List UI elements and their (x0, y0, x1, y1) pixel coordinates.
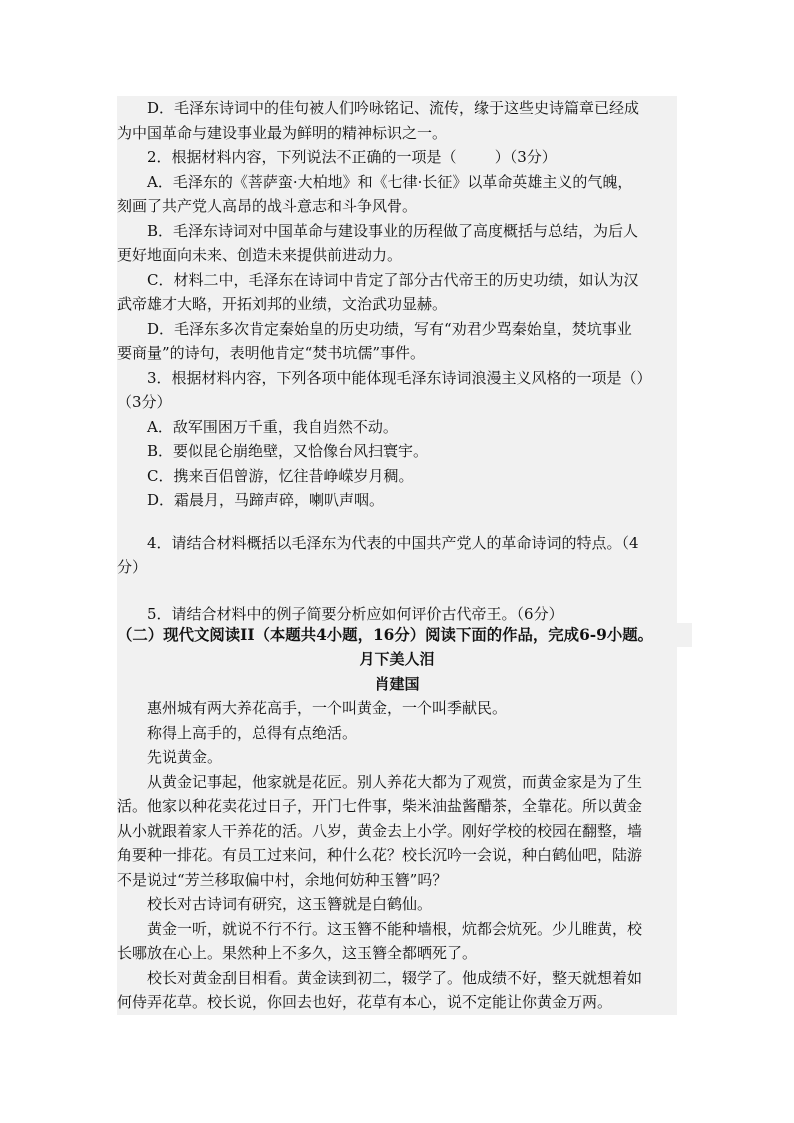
q1-option-d-line1: D．毛泽东诗词中的佳句被人们吟咏铭记、流传，缘于这些史诗篇章已经成 (147, 99, 640, 117)
paragraph: 黄金一听，就说不行不行。这玉簪不能种墙根，炕都会炕死。少儿睢黄，校 (147, 919, 643, 938)
paragraph: 从黄金记事起，他家就是花匠。别人养花大都为了观赏，而黄金家是为了生 (147, 772, 643, 791)
paragraph: 校长对黄金刮目相看。黄金读到初二，辍学了。他成绩不好，整天就想着如 (147, 968, 643, 987)
q1-option-d-line2: 为中国革命与建设事业最为鲜明的精神标识之一。 (117, 123, 448, 142)
q2-option-d-line1: D．毛泽东多次肯定秦始皇的历史功绩，写有“劝君少骂秦始皇，焚坑事业 (147, 319, 632, 338)
paragraph-line: 从小就跟着家人干养花的活。八岁，黄金去上小学。刚好学校的校园在翻整，墙 (117, 821, 643, 840)
paragraph: 称得上高手的，总得有点绝活。 (147, 723, 358, 742)
q3-stem-line1: 3．根据材料内容，下列各项中能体现毛泽东诗词浪漫主义风格的一项是（） (147, 368, 652, 387)
paragraph: 先说黄金。 (147, 748, 223, 766)
question-section (117, 96, 677, 626)
paragraph-line: 角要种一排花。有员工过来问，种什么花？校长沉吟一会说，种白鹤仙吧，陆游 (117, 846, 643, 864)
section-heading: （二）现代文阅读II（本题共4小题，16分）阅读下面的作品，完成6-9小题。 (117, 623, 692, 647)
q3-option-c: C．携来百侣曾游，忆往昔峥嵘岁月稠。 (147, 466, 414, 485)
paragraph: 惠州城有两大养花高手，一个叫黄金，一个叫季献民。 (147, 699, 508, 717)
q2-option-c-line1: C．材料二中，毛泽东在诗词中肯定了部分古代帝王的历史功绩，如认为汉 (147, 270, 639, 289)
q2-option-c-line2: 武帝雄才大略，开拓刘邦的业绩，文治武功显赫。 (117, 295, 448, 313)
q4-line2: 分） (117, 558, 148, 576)
q3-option-a: A．敌军围困万千重，我自岿然不动。 (147, 417, 398, 436)
paragraph-line: 何侍弄花草。校长说，你回去也好，花草有本心，说不定能让你黄金万两。 (117, 993, 613, 1011)
q2-option-a-line1: A．毛泽东的《菩萨蛮·大柏地》和《七律·长征》以革命英雄主义的气魄， (147, 172, 633, 191)
paragraph-line: 长哪放在心上。果然种上不多久，这玉簪全都晒死了。 (117, 944, 478, 962)
q2-option-b-line2: 更好地面向未来、创造未来提供前进动力。 (117, 246, 403, 264)
reading-passage (117, 647, 677, 1015)
q3-stem-line2: （3分） (117, 393, 172, 411)
q3-option-d: D．霜晨月，马蹄声碎，喇叭声咽。 (147, 491, 385, 509)
q5: 5．请结合材料中的例子简要分析应如何评价古代帝王。（6分） (147, 604, 564, 623)
q2-option-a-line2: 刻画了共产党人高昂的战斗意志和斗争风骨。 (117, 197, 418, 215)
q2-stem: 2．根据材料内容，下列说法不正确的一项是（ ）（3分） (147, 148, 557, 166)
q2-option-d-line2: 要商量”的诗句，表明他肯定“焚书坑儒”事件。 (117, 344, 426, 362)
paragraph-line: 活。他家以种花卖花过日子，开门七件事，柴米油盐酱醋茶，全靠花。所以黄金 (117, 797, 643, 815)
q2-option-b-line1: B．毛泽东诗词对中国革命与建设事业的历程做了高度概括与总结，为后人 (147, 221, 639, 240)
paragraph: 校长对古诗词有研究，这玉簪就是白鹤仙。 (147, 895, 433, 913)
paragraph-line: 不是说过“芳兰移取偏中村，余地何妨种玉簪”吗？ (117, 870, 448, 889)
story-author: 肖建国 (374, 674, 420, 693)
story-title: 月下美人泪 (359, 650, 435, 668)
q4-line1: 4．请结合材料概括以毛泽东为代表的中国共产党人的革命诗词的特点。（4 (147, 533, 639, 552)
q3-option-b: B．要似昆仑崩绝壁，又恰像台风扫寰宇。 (147, 442, 429, 460)
